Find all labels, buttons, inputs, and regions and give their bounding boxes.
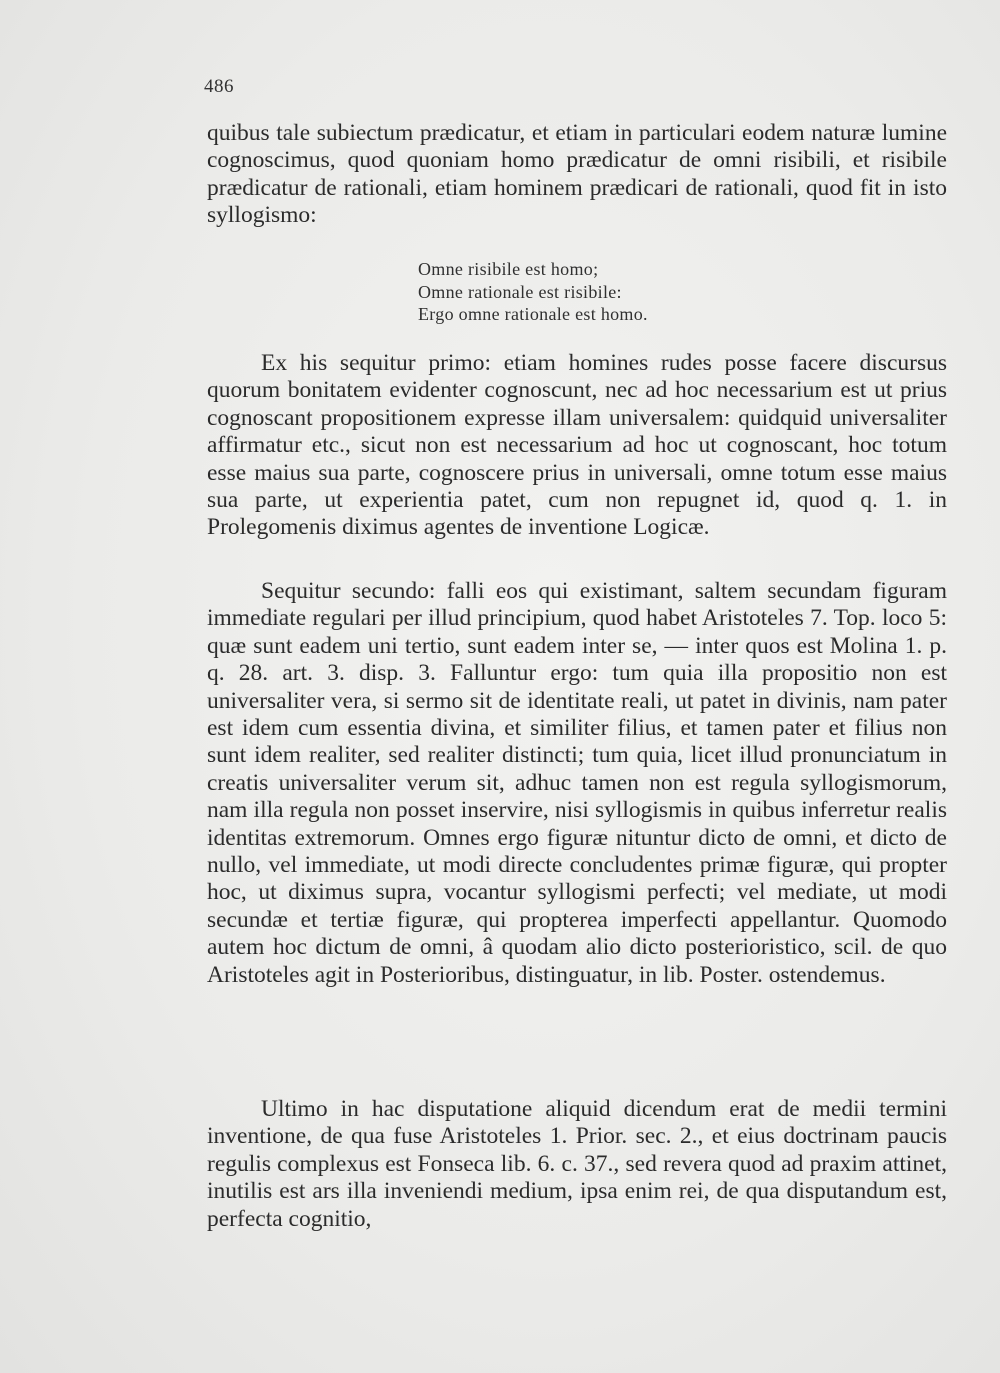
syllogism-example [418,258,648,326]
paragraph-secundo: Sequitur secundo: falli eos qui existimant, saltem secundam figuram immediate regulari per illud principium, quod habet Aristoteles 7. Top. loco 5: quæ sunt eadem uni tertio, sunt eadem inter se, — inter quos est Molina 1. p. q. 28. art. 3. disp. 3. Falluntur ergo: tum quia illa propositio non est universaliter vera, si sermo sit de identitate reali, ut patet in divinis, nam pater est idem cum essentia divina, et similiter filius, et tamen pater et filius non sunt idem realiter, sed realiter distincti; tum quia, licet illud pronunciatum in creatis universaliter verum sit, adhuc tamen non est regula syllogismorum, nam illa regula non posset inservire, nisi syllogismis in quibus inferretur realis identitas extremorum. Omnes ergo figuræ nituntur dicto de omni, et dicto de nullo, vel immediate, ut modi directe concludentes primæ figuræ, qui propter hoc, ut diximus supra, vocantur syllogismi perfecti; vel mediate, ut modi secundæ et tertiæ figuræ, qui propterea imperfecti appellantur. Quomodo autem hoc dictum de omni, â quodam alio dicto posterioristico, scil. de quo Aristoteles agit in Posterioribus, distinguatur, in lib. Poster. ostendemus. [207,578,947,988]
paragraph-block-3 [207,578,947,989]
paragraph-primo: Ex his sequitur primo: etiam homines rudes posse facere discursus quorum bonitatem evidenter cognoscunt, nec ad hoc necessarium est ut prius cognoscant propositionem expresse illam universalem: quidquid universaliter affirmatur etc., sicut non est necessarium ad hoc ut cognoscant, hoc totum esse maius sua parte, cognoscere prius in universali, omne totum esse maius sua parte, ut experientia patet, cum non repugnet id, quod q. 1. in Prolegomenis diximus agentes de inventione Logicæ. [207,350,947,541]
syllogism-minor-premise: Omne rationale est risibile: [418,281,622,302]
page-number: 486 [204,76,234,97]
syllogism-conclusion: Ergo omne rationale est homo. [418,304,648,324]
paragraph-continuation: quibus tale subiectum prædicatur, et etiam in particulari eodem naturæ lumine cognoscimus, quod quoniam homo prædicatur de omni risibili, et risibile prædicatur de rationali, etiam hominem prædicari de rationali, quod fit in isto syllogismo: [207,120,947,229]
paragraph-block-1 [207,120,947,230]
paragraph-ultimo: Ultimo in hac disputatione aliquid dicendum erat de medii termini inventione, de qua fuse Aristoteles 1. Prior. sec. 2., et eius doctrinam paucis regulis complexus est Fonseca lib. 6. c. 37., sed revera quod ad praxim attinet, inutilis est ars illa inveniendi medium, ipsa enim rei, de qua disputandum est, perfecta cognitio, [207,1096,947,1232]
syllogism-major-premise: Omne risibile est homo; [418,259,599,279]
paragraph-block-2 [207,350,947,542]
paragraph-block-4 [207,1096,947,1233]
